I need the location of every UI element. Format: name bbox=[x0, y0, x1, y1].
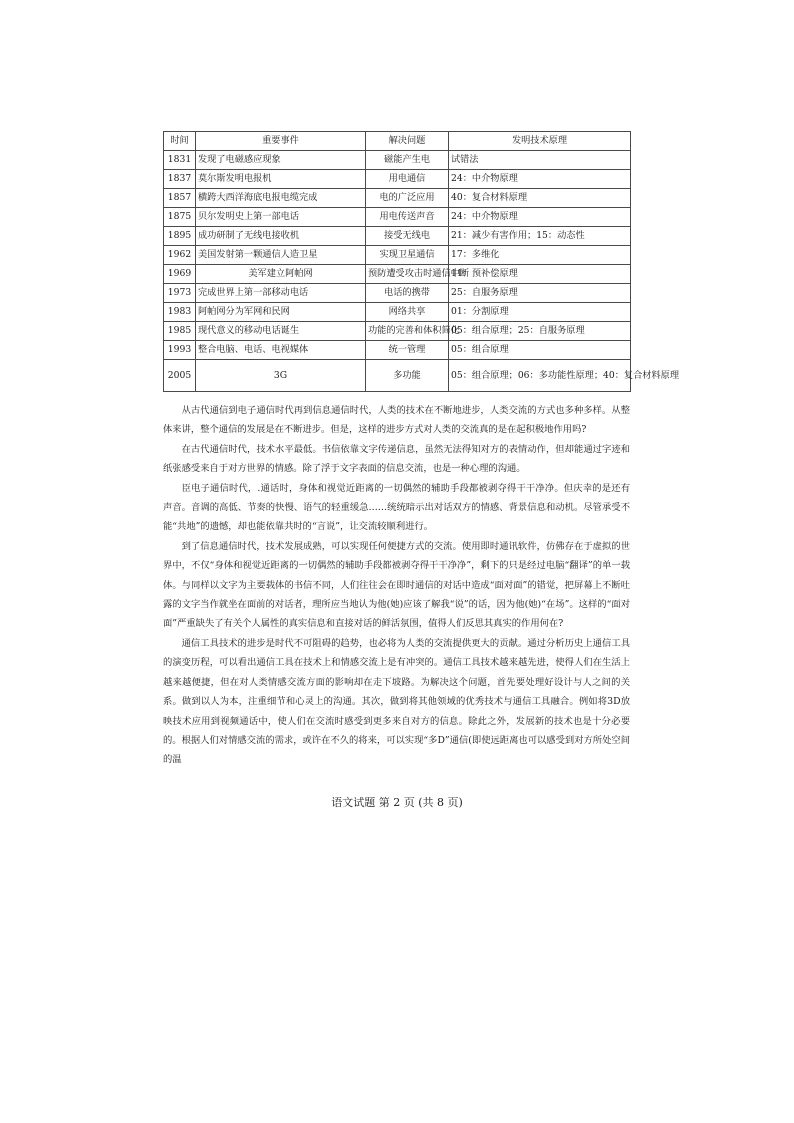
cell-year: 1983 bbox=[164, 303, 196, 322]
cell-principle: 17：多维化 bbox=[449, 246, 631, 265]
cell-event: 3G bbox=[196, 360, 366, 392]
header-problem: 解决问题 bbox=[366, 132, 449, 151]
table-row bbox=[164, 246, 631, 265]
cell-problem: 实现卫星通信 bbox=[366, 246, 449, 265]
table-row bbox=[164, 208, 631, 227]
cell-year: 1857 bbox=[164, 189, 196, 208]
table-row bbox=[164, 360, 631, 392]
paragraph: 臣电子通信时代，.通话时，身体和视觉近距离的一切偶然的辅助手段都被剥夺得干干净净。但庆幸的是还有声音。音调的高低、节奏的快慢、语气的轻重缓急……统统暗示出对话双方的情感、背景信息和动机。尽管承受不能“共地”的遗憾，却也能依靠共时的“言说”，让交流较顺利进行。 bbox=[163, 482, 630, 533]
table-row bbox=[164, 341, 631, 360]
cell-event: 现代意义的移动电话诞生 bbox=[196, 322, 366, 341]
table-row bbox=[164, 189, 631, 208]
cell-event: 阿帕网分为军网和民网 bbox=[196, 303, 366, 322]
paragraph: 到了信息通信时代，技术发展成熟，可以实现任何便捷方式的交流。使用即时通讯软件，仿佛存在于虚拟的世界中，不仅“身体和视觉近距离的一切偶然的辅助手段都被剥夺得干干净净”，剩下的只是经过电脑“翻译”的单一载体。与同样以文字为主要载体的书信不同，人们往往会在即时通信的对话中造成“面对面”的错觉，把屏幕上不断吐露的文字当作就坐在面前的对话者，理所应当地认为他(她)应该了解我“说”的话，因为他(她)“在场”。这样的“面对面”严重缺失了有关个人属性的真实信息和直接对话的鲜活氛围，值得人们反思其真实的作用何在? bbox=[163, 540, 630, 630]
cell-principle: 05：组合原理 bbox=[449, 341, 631, 360]
table-row bbox=[164, 322, 631, 341]
table-body bbox=[164, 151, 680, 392]
header-year: 时间 bbox=[164, 132, 196, 151]
cell-problem: 用电通信 bbox=[366, 170, 449, 189]
cell-year: 1985 bbox=[164, 322, 196, 341]
cell-principle: 11：预补偿原理 bbox=[449, 265, 631, 284]
table-header-row bbox=[164, 132, 631, 151]
cell-problem: 网络共享 bbox=[366, 303, 449, 322]
cell-event: 美军建立阿帕网 bbox=[196, 265, 366, 284]
table-row bbox=[164, 265, 631, 284]
header-event: 重要事件 bbox=[196, 132, 366, 151]
article-body bbox=[163, 401, 630, 770]
table-row bbox=[164, 303, 631, 322]
cell-event: 完成世界上第一部移动电话 bbox=[196, 284, 366, 303]
cell-problem: 接受无线电 bbox=[366, 227, 449, 246]
header-principle: 发明技术原理 bbox=[449, 132, 631, 151]
cell-year: 1837 bbox=[164, 170, 196, 189]
cell-problem: 多功能 bbox=[366, 360, 449, 392]
cell-problem: 功能的完善和体积简化 bbox=[366, 322, 449, 341]
cell-year: 1969 bbox=[164, 265, 196, 284]
table-row bbox=[164, 227, 631, 246]
cell-year: 2005 bbox=[164, 360, 196, 392]
table-row bbox=[164, 151, 631, 170]
cell-event: 莫尔斯发明电报机 bbox=[196, 170, 366, 189]
cell-principle: 05：组合原理；25：自服务原理 bbox=[449, 322, 631, 341]
cell-year: 1895 bbox=[164, 227, 196, 246]
paragraph: 从古代通信到电子通信时代再到信息通信时代，人类的技术在不断地进步，人类交流的方式也多种多样。从整体来讲，整个通信的发展是在不断进步。但是，这样的进步方式对人类的交流真的是在起积极地作用吗? bbox=[163, 405, 630, 436]
cell-principle: 24：中介物原理 bbox=[449, 208, 631, 227]
cell-event: 横跨大西洋海底电报电缆完成 bbox=[196, 189, 366, 208]
cell-year: 1993 bbox=[164, 341, 196, 360]
cell-principle: 21：减少有害作用；15：动态性 bbox=[449, 227, 631, 246]
communication-history-table bbox=[163, 131, 680, 392]
cell-event: 整合电脑、电话、电视媒体 bbox=[196, 341, 366, 360]
paragraph: 在古代通信时代，技术水平最低。书信依靠文字传递信息，虽然无法得知对方的表情动作，但却能通过字迹和纸张感受来自于对方世界的情感。除了浮于文字表面的信息交流，也是一种心理的沟通。 bbox=[163, 443, 630, 475]
cell-problem: 统一管理 bbox=[366, 341, 449, 360]
cell-problem: 电话的携带 bbox=[366, 284, 449, 303]
cell-principle: 试错法 bbox=[449, 151, 631, 170]
cell-event: 成功研制了无线电接收机 bbox=[196, 227, 366, 246]
cell-problem: 预防遭受攻击时通信中断 bbox=[366, 265, 449, 284]
cell-event: 贝尔发明史上第一部电话 bbox=[196, 208, 366, 227]
cell-year: 1962 bbox=[164, 246, 196, 265]
cell-problem: 电的广泛应用 bbox=[366, 189, 449, 208]
cell-year: 1875 bbox=[164, 208, 196, 227]
cell-event: 美国发射第一颗通信人造卫星 bbox=[196, 246, 366, 265]
cell-principle: 40：复合材料原理 bbox=[449, 189, 631, 208]
cell-problem: 用电传送声音 bbox=[366, 208, 449, 227]
cell-principle: 24：中介物原理 bbox=[449, 170, 631, 189]
cell-principle: 05：组合原理；06：多功能性原理；40：复合材料原理 bbox=[449, 360, 631, 392]
cell-principle: 01：分割原理 bbox=[449, 303, 631, 322]
cell-year: 1973 bbox=[164, 284, 196, 303]
page-footer: 语文试题 第 2 页 (共 8 页) bbox=[331, 796, 463, 809]
cell-event: 发现了电磁感应现象 bbox=[196, 151, 366, 170]
table-row bbox=[164, 170, 631, 189]
cell-problem: 磁能产生电 bbox=[366, 151, 449, 170]
paragraph: 通信工具技术的进步是时代不可阻碍的趋势，也必将为人类的交流提供更大的贡献。通过分析历史上通信工具的演变历程，可以看出通信工具在技术上和情感交流上是有冲突的。通信工具技术越来越先进，使得人们在生活上越来越便捷，但在对人类情感交流方面的影响却在走下坡路。为解决这个问题，首先要处理好设计与人之间的关系。做到以人为本，注重细节和心灵上的沟通。其次，做到将其他领域的优秀技术与通信工具融合。例如将3D放映技术应用到视频通话中，使人们在交流时感受到更多来自对方的信息。除此之外，发展新的技术也是十分必要的。根据人们对情感交流的需求，或许在不久的将来，可以实现“多D”通信(即使远距离也可以感受到对方所处空间的温 bbox=[163, 637, 630, 766]
table-row bbox=[164, 284, 631, 303]
cell-principle: 25：自服务原理 bbox=[449, 284, 631, 303]
cell-year: 1831 bbox=[164, 151, 196, 170]
